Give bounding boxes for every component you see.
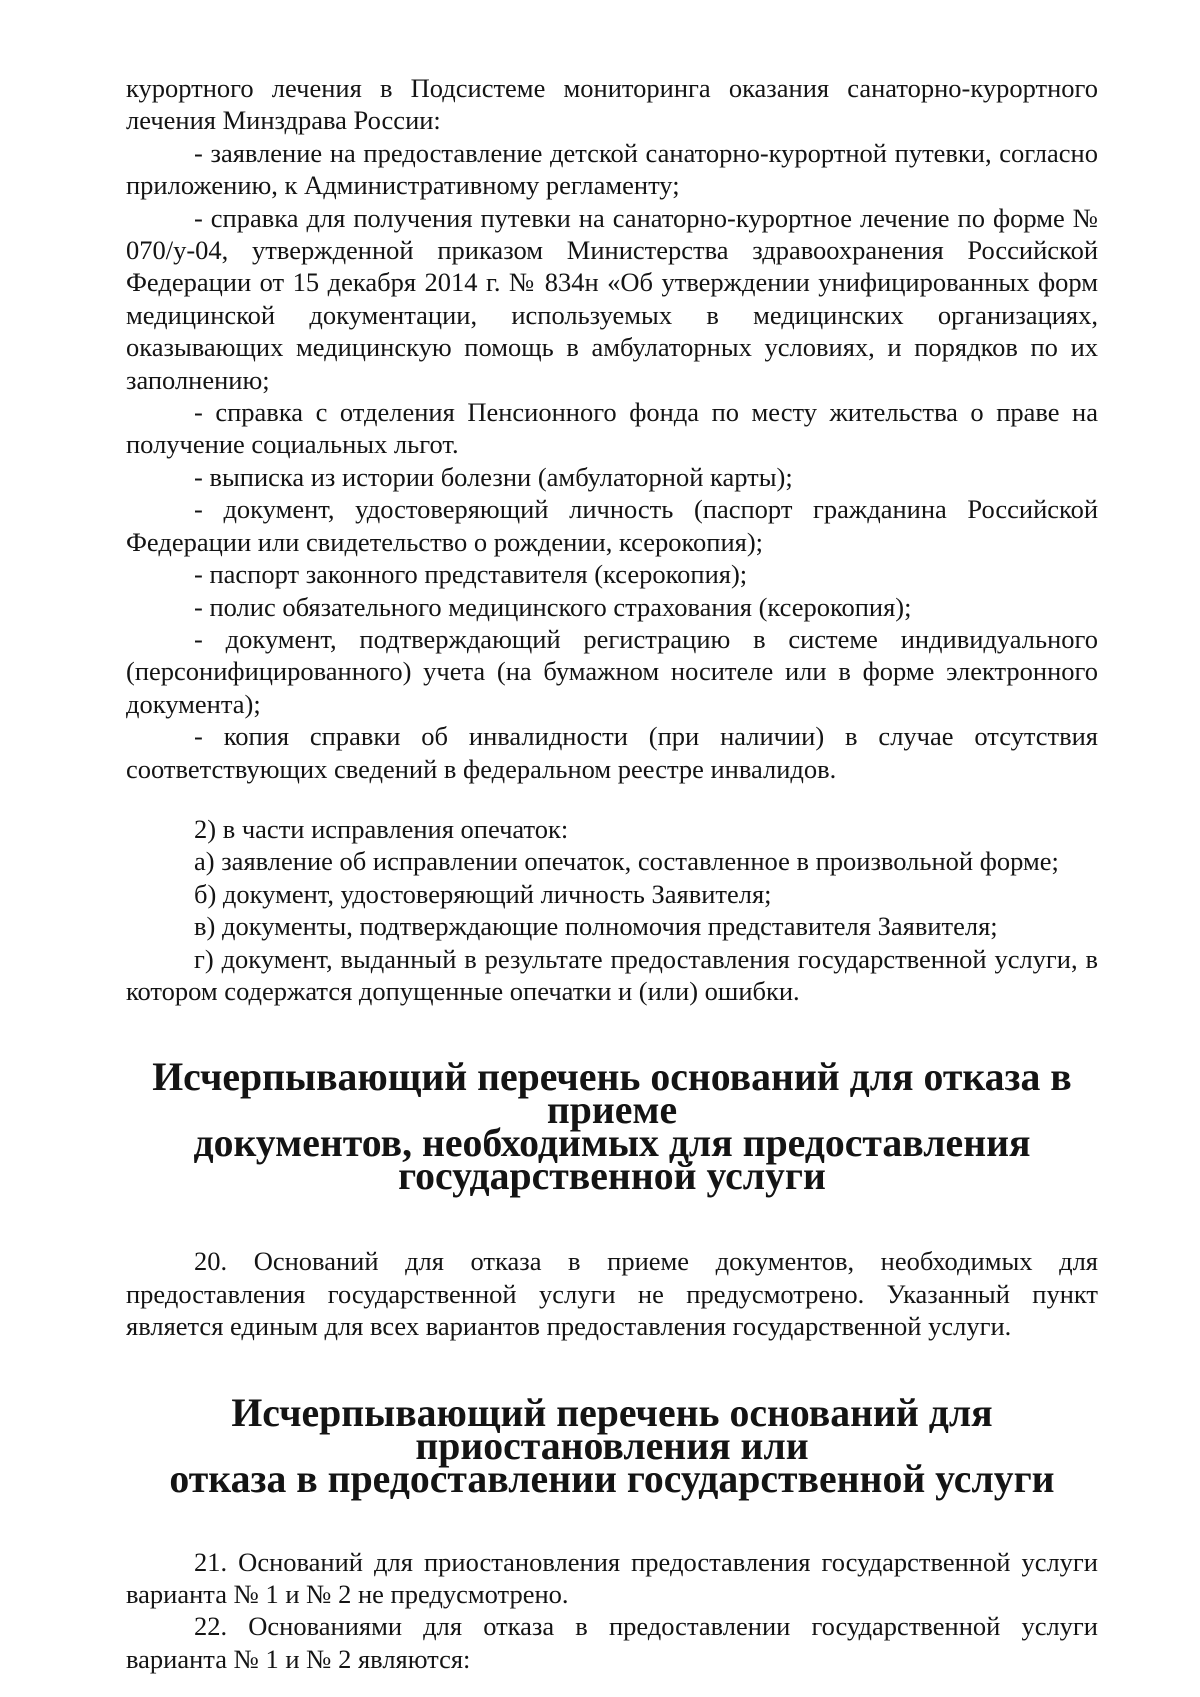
typo-section-intro: 2) в части исправления опечаток: [194,813,569,844]
paragraph-20: 20. Оснований для отказа в приеме документов, необходимых для предоставления государственной услуги не предусмотрено. Указанный пункт является единым для всех вариантов предоставления государственной услуги. [126,1246,1098,1342]
list-item-insurance-policy: - полис обязательного медицинского страхования (ксерокопия); [194,591,912,622]
list-item-medical-certificate: - справка для получения путевки на санаторно-курортное лечение по форме № 070/у-04, утвержденной приказом Министерства здравоохранения Российской Федерации от 15 декабря 2014 г. № 834н «Об утверждении унифицированных форм медицинской документации, используемых в медицинских организациях, оказывающих медицинскую помощь в амбулаторных условиях, и порядков по их заполнению; [126,202,1098,395]
paragraph-22: 22. Основаниями для отказа в предоставлении государственной услуги варианта № 1 и № 2 являются: [126,1611,1098,1674]
heading-line: Исчерпывающий перечень оснований для отказа в приеме [152,1055,1072,1133]
heading-line: отказа в предоставлении государственной услуги [169,1456,1055,1501]
typo-item-a: а) заявление об исправлении опечаток, составленное в произвольной форме; [194,846,1059,877]
list-item-identity-document: - документ, удостоверяющий личность (паспорт гражданина Российской Федерации или свидетельство о рождении, ксерокопия); [126,494,1098,557]
typo-item-g: г) документ, выданный в результате предоставления государственной услуги, в котором содержатся допущенные опечатки и (или) ошибки. [126,943,1098,1006]
document-page [126,72,1098,1675]
paragraph-21: 21. Оснований для приостановления предоставления государственной услуги варианта № 1 и № 2 не предусмотрено. [126,1546,1098,1609]
list-item-registration-document: - документ, подтверждающий регистрацию в системе индивидуального (персонифицированного) учета (на бумажном носителе или в форме электронного документа); [126,623,1098,719]
heading-line: документов, необходимых для предоставления государственной услуги [193,1121,1031,1199]
list-item-pension-certificate: - справка с отделения Пенсионного фонда по месту жительства о праве на получение социальных льгот. [126,397,1098,460]
typo-item-b: б) документ, удостоверяющий личность Заявителя; [194,878,772,909]
list-item-representative-passport: - паспорт законного представителя (ксерокопия); [194,559,748,590]
list-item-disability-certificate: - копия справки об инвалидности (при наличии) в случае отсутствия соответствующих сведений в федеральном реестре инвалидов. [126,721,1098,784]
typo-item-v: в) документы, подтверждающие полномочия представителя Заявителя; [194,911,998,942]
section-heading-suspension-refusal [126,1390,1098,1501]
heading-line: Исчерпывающий перечень оснований для приостановления или [231,1390,993,1468]
section-heading-refusal-acceptance [126,1055,1098,1199]
text-continuation: курортного лечения в Подсистеме мониторинга оказания санаторно-курортного лечения Минздрава России: [126,73,1098,136]
list-item-medical-extract: - выписка из истории болезни (амбулаторной карты); [194,461,793,492]
list-item-application: - заявление на предоставление детской санаторно-курортной путевки, согласно приложению, к Административному регламенту; [126,137,1098,201]
